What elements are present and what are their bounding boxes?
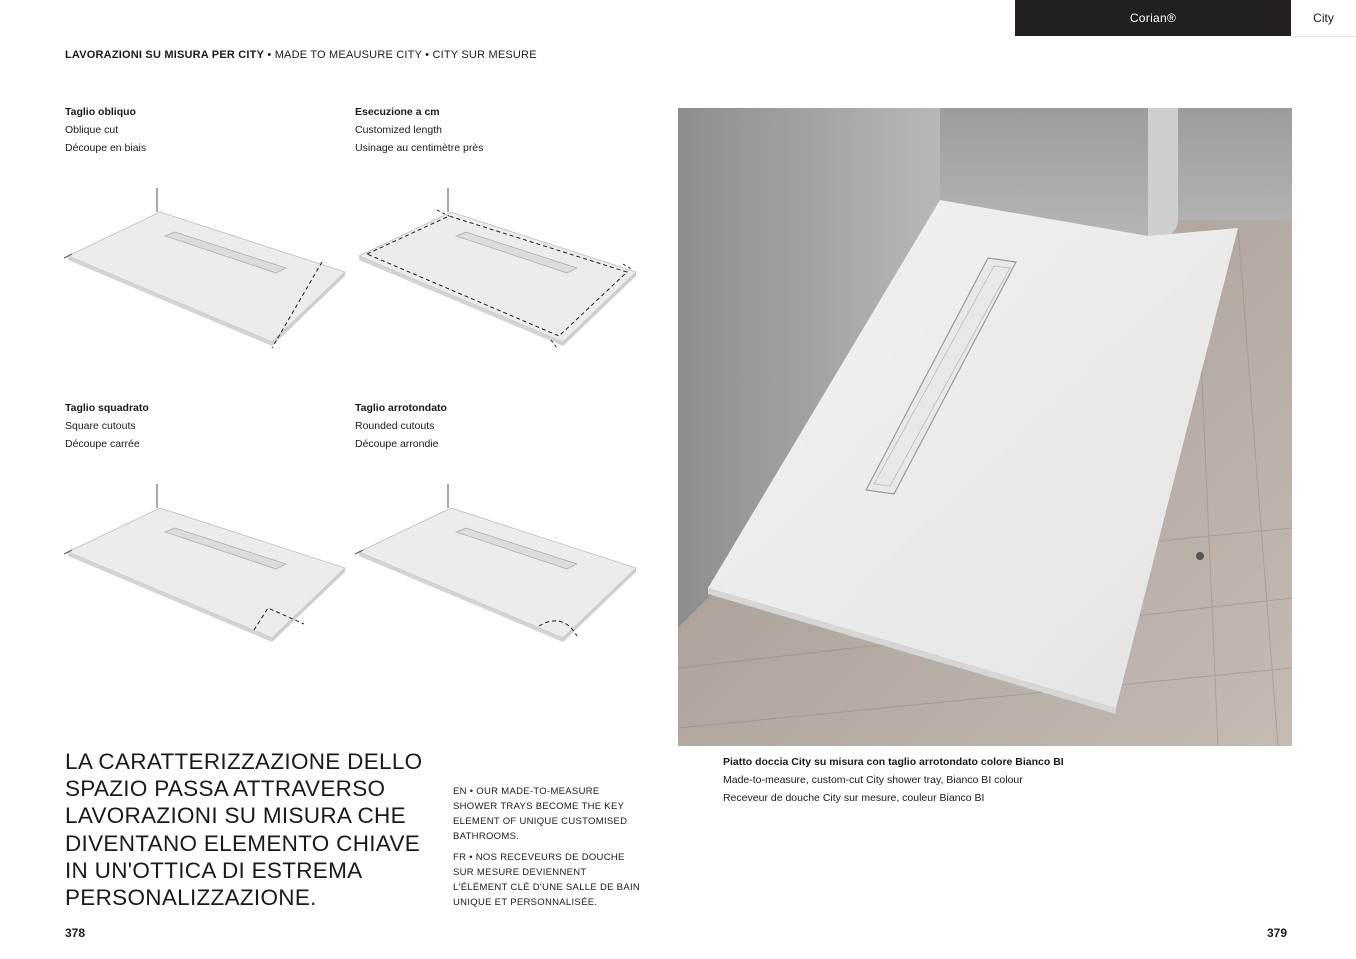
option-label-fr: Découpe arrondie — [355, 438, 439, 450]
option-rounded-cutouts — [355, 399, 447, 453]
option-label-en: Square cutouts — [65, 420, 136, 432]
section-title-bold: LAVORAZIONI SU MISURA PER CITY — [65, 49, 265, 61]
customized-length-tray-illustration — [351, 180, 641, 360]
photo-caption — [723, 753, 1064, 807]
oblique-cut-tray-illustration — [60, 180, 350, 360]
caption-fr: Receveur de douche City sur mesure, couleur Bianco BI — [723, 792, 985, 804]
translation-fr: FR • NOS RECEVEURS DE DOUCHE SUR MESURE DEVIENNENT L'ÉLÉMENT CLÉ D'UNE SALLE DE BAIN UNIQUE ET PERSONNALISÉE. — [453, 852, 641, 908]
option-customized-length — [355, 103, 483, 157]
option-label-it: Taglio arrotondato — [355, 402, 447, 414]
section-title — [65, 49, 537, 61]
option-label-en: Oblique cut — [65, 124, 119, 136]
option-label-en: Customized length — [355, 124, 442, 136]
option-label-fr: Découpe en biais — [65, 142, 147, 154]
caption-it: Piatto doccia City su misura con taglio arrotondato colore Bianco BI — [723, 756, 1064, 768]
rounded-cutouts-tray-illustration — [351, 476, 641, 656]
option-label-fr: Découpe carrée — [65, 438, 140, 450]
section-title-rest: • MADE TO MEAUSURE CITY • CITY SUR MESURE — [264, 49, 537, 61]
option-label-it: Taglio obliquo — [65, 106, 136, 118]
option-label-it: Esecuzione a cm — [355, 106, 440, 118]
option-label-en: Rounded cutouts — [355, 420, 435, 432]
page-number-left: 378 — [65, 926, 86, 940]
headline: LA CARATTERIZZAZIONE DELLO SPAZIO PASSA ATTRAVERSO LAVORAZIONI SU MISURA CHE DIVENTANO ELEMENTO CHIAVE IN UN'OTTICA DI ESTREMA PERSONALIZZAZIONE. — [65, 749, 423, 911]
caption-en: Made-to-measure, custom-cut City shower tray, Bianco BI colour — [723, 774, 1023, 786]
page-number-right: 379 — [1267, 926, 1288, 940]
tab-corian[interactable] — [1015, 0, 1291, 36]
translation-en: EN • OUR MADE-TO-MEASURE SHOWER TRAYS BECOME THE KEY ELEMENT OF UNIQUE CUSTOMISED BATHROOMS. — [453, 786, 628, 842]
tab-city[interactable] — [1291, 0, 1356, 37]
shower-tray-photo — [678, 108, 1292, 746]
option-square-cutouts — [65, 399, 149, 453]
option-label-it: Taglio squadrato — [65, 402, 149, 414]
tab-corian-label: Corian® — [1129, 11, 1177, 25]
option-oblique-cut — [65, 103, 146, 157]
square-cutouts-tray-illustration — [60, 476, 350, 656]
tab-city-label: City — [1313, 11, 1334, 25]
option-label-fr: Usinage au centimètre près — [355, 142, 484, 154]
